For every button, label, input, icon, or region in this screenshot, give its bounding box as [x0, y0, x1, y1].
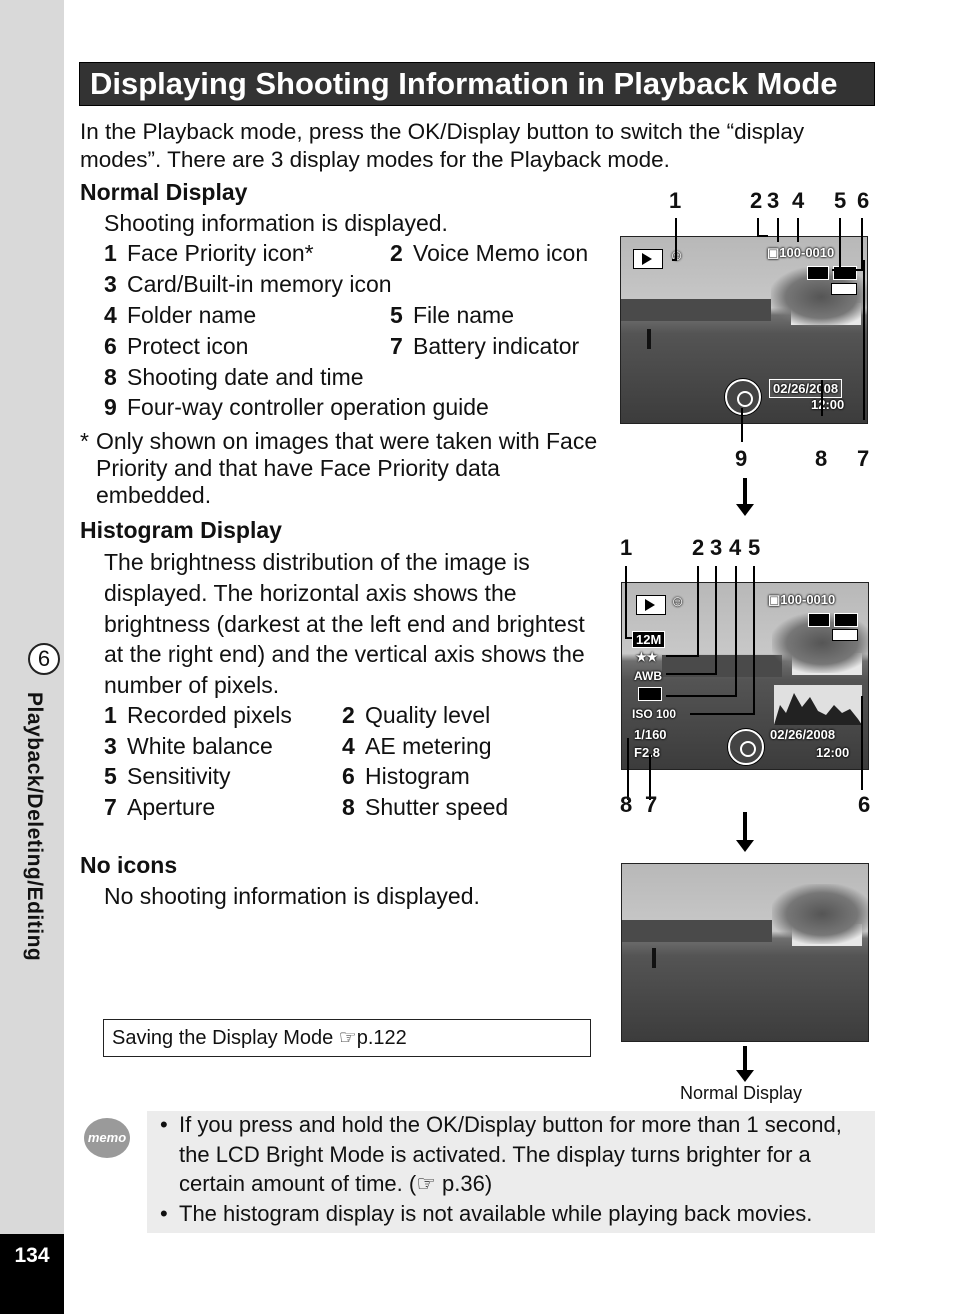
trees — [772, 884, 869, 944]
normal-item-2: 2 Voice Memo icon — [390, 240, 589, 266]
s1-label-4: 4 — [792, 188, 805, 213]
face-priority-note: * Only shown on images that were taken with Face Priority and that have Face Priority data embedded. — [80, 428, 598, 508]
hist-item-5: 5 Sensitivity — [104, 763, 231, 789]
hist-item-7: 7 Aperture — [104, 794, 216, 820]
s1-label-9: 9 — [735, 446, 748, 471]
shooting-date: 02/26/2008 — [770, 727, 836, 742]
card-icon: ▣ — [768, 592, 781, 607]
s2-label-1: 1 — [620, 535, 633, 560]
no-icons-heading: No icons — [80, 852, 178, 878]
normal-display-caption: Normal Display — [680, 1083, 803, 1103]
face-priority-icon: ☺ — [670, 593, 686, 610]
normal-item-6: 6 Protect icon — [104, 333, 249, 359]
page-number: 134 — [0, 1234, 64, 1314]
normal-item-3: 3 Card/Built-in memory icon — [104, 271, 392, 297]
arrow-2 — [743, 812, 747, 842]
white-balance: AWB — [634, 669, 662, 683]
hist-item-1: 1 Recorded pixels — [104, 702, 292, 728]
normal-item-7: 7 Battery indicator — [390, 333, 580, 359]
reference-box: Saving the Display Mode ☞p.122 — [103, 1019, 591, 1057]
hist-item-8: 8 Shutter speed — [342, 794, 509, 820]
recorded-pixels: 12M — [632, 631, 665, 648]
s1-label-8: 8 — [815, 446, 828, 471]
s1-label-7: 7 — [857, 446, 870, 471]
s1-label-5: 5 — [834, 188, 847, 213]
shooting-date: 02/26/2008 — [769, 379, 842, 398]
arrow-1 — [743, 478, 747, 506]
page-title: Displaying Shooting Information in Playback Mode — [79, 62, 875, 106]
hist-item-4: 4 AE metering — [342, 733, 492, 759]
s2-label-6: 6 — [858, 792, 871, 817]
s2-label-2: 2 — [692, 535, 705, 560]
s1-label-3: 3 — [767, 188, 780, 213]
memo-icon: memo — [84, 1118, 130, 1158]
reference-page[interactable]: p.122 — [356, 1027, 407, 1049]
s2-label-4: 4 — [729, 535, 742, 560]
no-icons-screen — [621, 863, 869, 1042]
memo-item-2: • The histogram display is not available while playing back movies. — [160, 1201, 813, 1226]
hist-item-6: 6 Histogram — [342, 763, 470, 789]
normal-item-5: 5 File name — [390, 302, 514, 328]
aperture: F2.8 — [634, 745, 661, 760]
card-icon: ▣ — [767, 245, 780, 260]
s2-label-3: 3 — [710, 535, 723, 560]
s1-label-2: 2 — [750, 188, 763, 213]
memo-item-1: • If you press and hold the OK/Display button for more than 1 second, the LCD Bright Mode is activated. The display turns brighter for a certain amount of time. (☞ p.36) — [160, 1112, 842, 1196]
shooting-time: 12:00 — [816, 745, 850, 760]
screen1-leader-lines — [620, 210, 880, 450]
chapter-number: 6 — [28, 643, 60, 675]
histogram-display-heading: Histogram Display — [80, 517, 282, 543]
arrow-3 — [743, 1046, 747, 1072]
person — [652, 948, 656, 968]
shutter-speed: 1/160 — [634, 727, 667, 742]
screen2-leader-lines — [600, 560, 880, 800]
hist-item-2: 2 Quality level — [342, 702, 491, 728]
face-priority-icon: ☺ — [669, 247, 685, 264]
shooting-time: 12:00 — [811, 397, 845, 412]
hist-item-3: 3 White balance — [104, 733, 273, 759]
intro-text: In the Playback mode, press the OK/Display button to switch the “display modes”. There are 3 display modes for the Playback mode. — [80, 119, 805, 172]
normal-display-heading: Normal Display — [80, 179, 248, 205]
no-icons-desc: No shooting information is displayed. — [104, 883, 480, 909]
s2-label-5: 5 — [748, 535, 761, 560]
reference-icon: ☞ — [338, 1027, 357, 1049]
normal-item-9: 9 Four-way controller operation guide — [104, 394, 489, 420]
normal-display-desc: Shooting information is displayed. — [104, 210, 448, 236]
normal-item-4: 4 Folder name — [104, 302, 257, 328]
chapter-title: Playback/Deleting/Editing — [23, 692, 46, 962]
s1-label-6: 6 — [857, 188, 870, 213]
sensitivity: ISO 100 — [632, 707, 677, 721]
barn — [622, 920, 772, 942]
folder-file-name: ▣100-0010 — [768, 592, 836, 607]
s2-label-7: 7 — [645, 792, 658, 817]
s2-label-8: 8 — [620, 792, 633, 817]
normal-item-8: 8 Shooting date and time — [104, 364, 364, 390]
s1-label-1: 1 — [669, 188, 682, 213]
quality-level: ★★ — [636, 650, 658, 664]
folder-file-name: ▣100-0010 — [767, 245, 835, 260]
normal-item-1: 1 Face Priority icon* — [104, 240, 314, 266]
histogram-display-desc: The brightness distribution of the image is displayed. The horizontal axis shows the brightness (darkest at the left end and brightest at the right end) and the vertical axis shows the number of pixels. — [104, 549, 585, 699]
